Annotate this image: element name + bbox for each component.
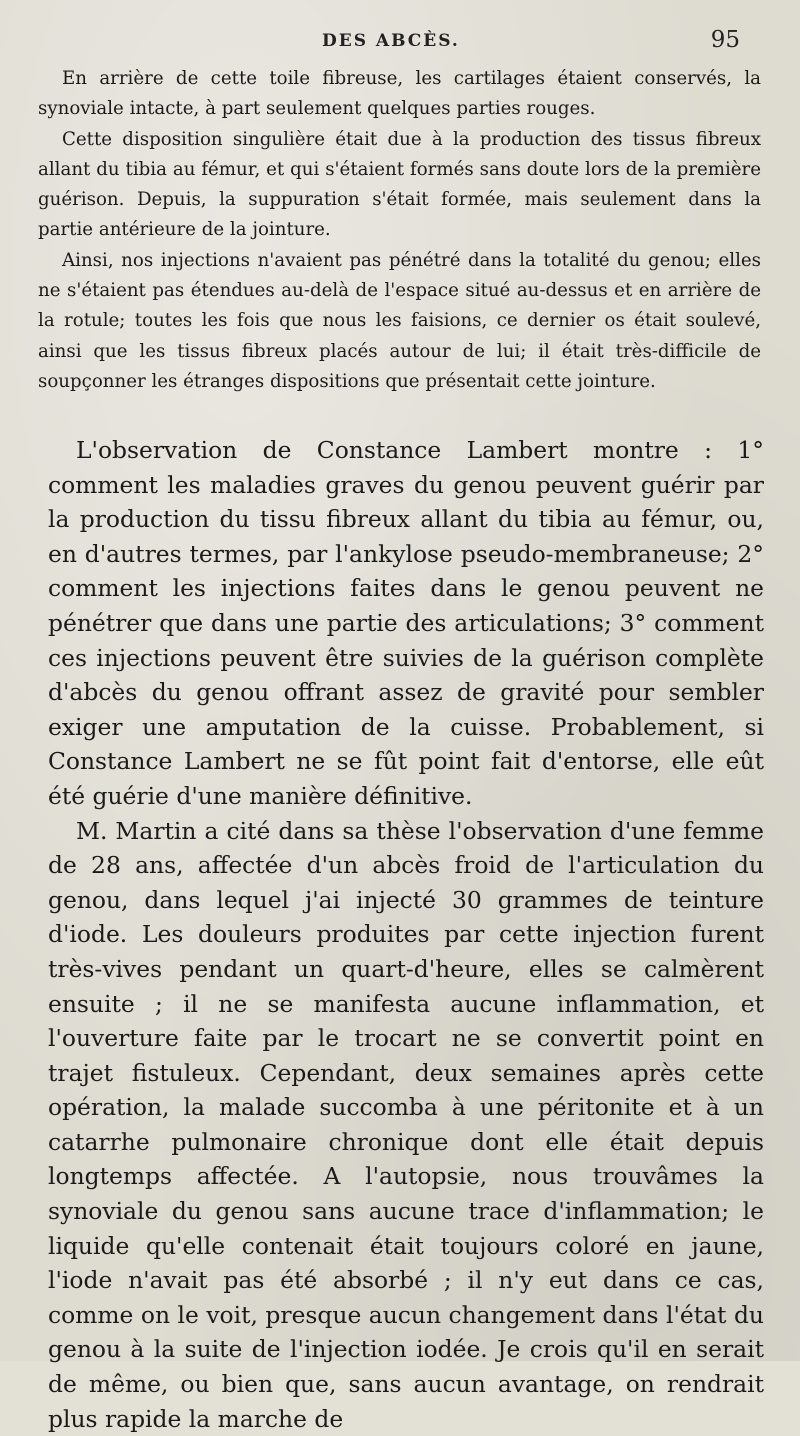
page-header [0,27,800,57]
main-text-section [48,433,764,1436]
paragraph: Cette disposition singulière était due à la production des tissus fibreux allant du tibia au fémur, et qui s'étaient formés sans doute lors de la première guérison. Depuis, la suppuration s'était formée, mais seulement dans la partie antérieure de la jointure. [38,128,761,241]
page-number: 95 [710,27,740,53]
paragraph: M. Martin a cité dans sa thèse l'observation d'une femme de 28 ans, affectée d'un abcès froid de l'articulation du genou, dans lequel j'ai injecté 30 grammes de teinture d'iode. Les douleurs produites par cette injection furent très-vives pendant un quart-d'heure, elles se calmèrent ensuite ; il ne se manifesta aucune inflammation, et l'ouverture faite par le trocart ne se convertit point en trajet fistuleux. Cependant, deux semaines après cette opération, la malade succomba à une péritonite et à un catarrhe pulmonaire chronique dont elle était depuis longtemps affectée. A l'autopsie, nous trouvâmes la synoviale du genou sans aucune trace d'inflammation; le liquide qu'elle contenait était toujours coloré en jaune, l'iode n'avait pas été absorbé ; il n'y eut dans ce cas, comme on le voit, presque aucun changement dans l'état du genou à la suite de l'injection iodée. Je crois qu'il en serait de même, ou bien que, sans aucun avantage, on rendrait plus rapide la marche de [48,816,764,1433]
running-title: DES ABCÈS. [322,31,460,51]
paragraph: En arrière de cette toile fibreuse, les cartilages étaient conservés, la synoviale intacte, à part seulement quelques parties rouges. [38,68,761,120]
paragraph: Ainsi, nos injections n'avaient pas pénétré dans la totalité du genou; elles ne s'étaient pas étendues au-delà de l'espace situé au-dessus et en arrière de la rotule; toutes les fois que nous les faisions, ce dernier os était soulevé, ainsi que les tissus fibreux placés autour de lui; il était très-difficile de soupçonner les étranges dispositions que présentait cette jointure. [38,249,761,392]
paragraph: L'observation de Constance Lambert montre : 1° comment les maladies graves du genou peuvent guérir par la production du tissu fibreux allant du tibia au fémur, ou, en d'autres termes, par l'ankylose pseudo-membraneuse; 2° comment les injections faites dans le genou peuvent ne pénétrer que dans une partie des articulations; 3° comment ces injections peuvent être suivies de la guérison complète d'abcès du genou offrant assez de gravité pour sembler exiger une amputation de la cuisse. Probablement, si Constance Lambert ne se fût point fait d'entorse, elle eût été guérie d'une manière définitive. [48,436,764,810]
small-print-section [38,64,761,397]
